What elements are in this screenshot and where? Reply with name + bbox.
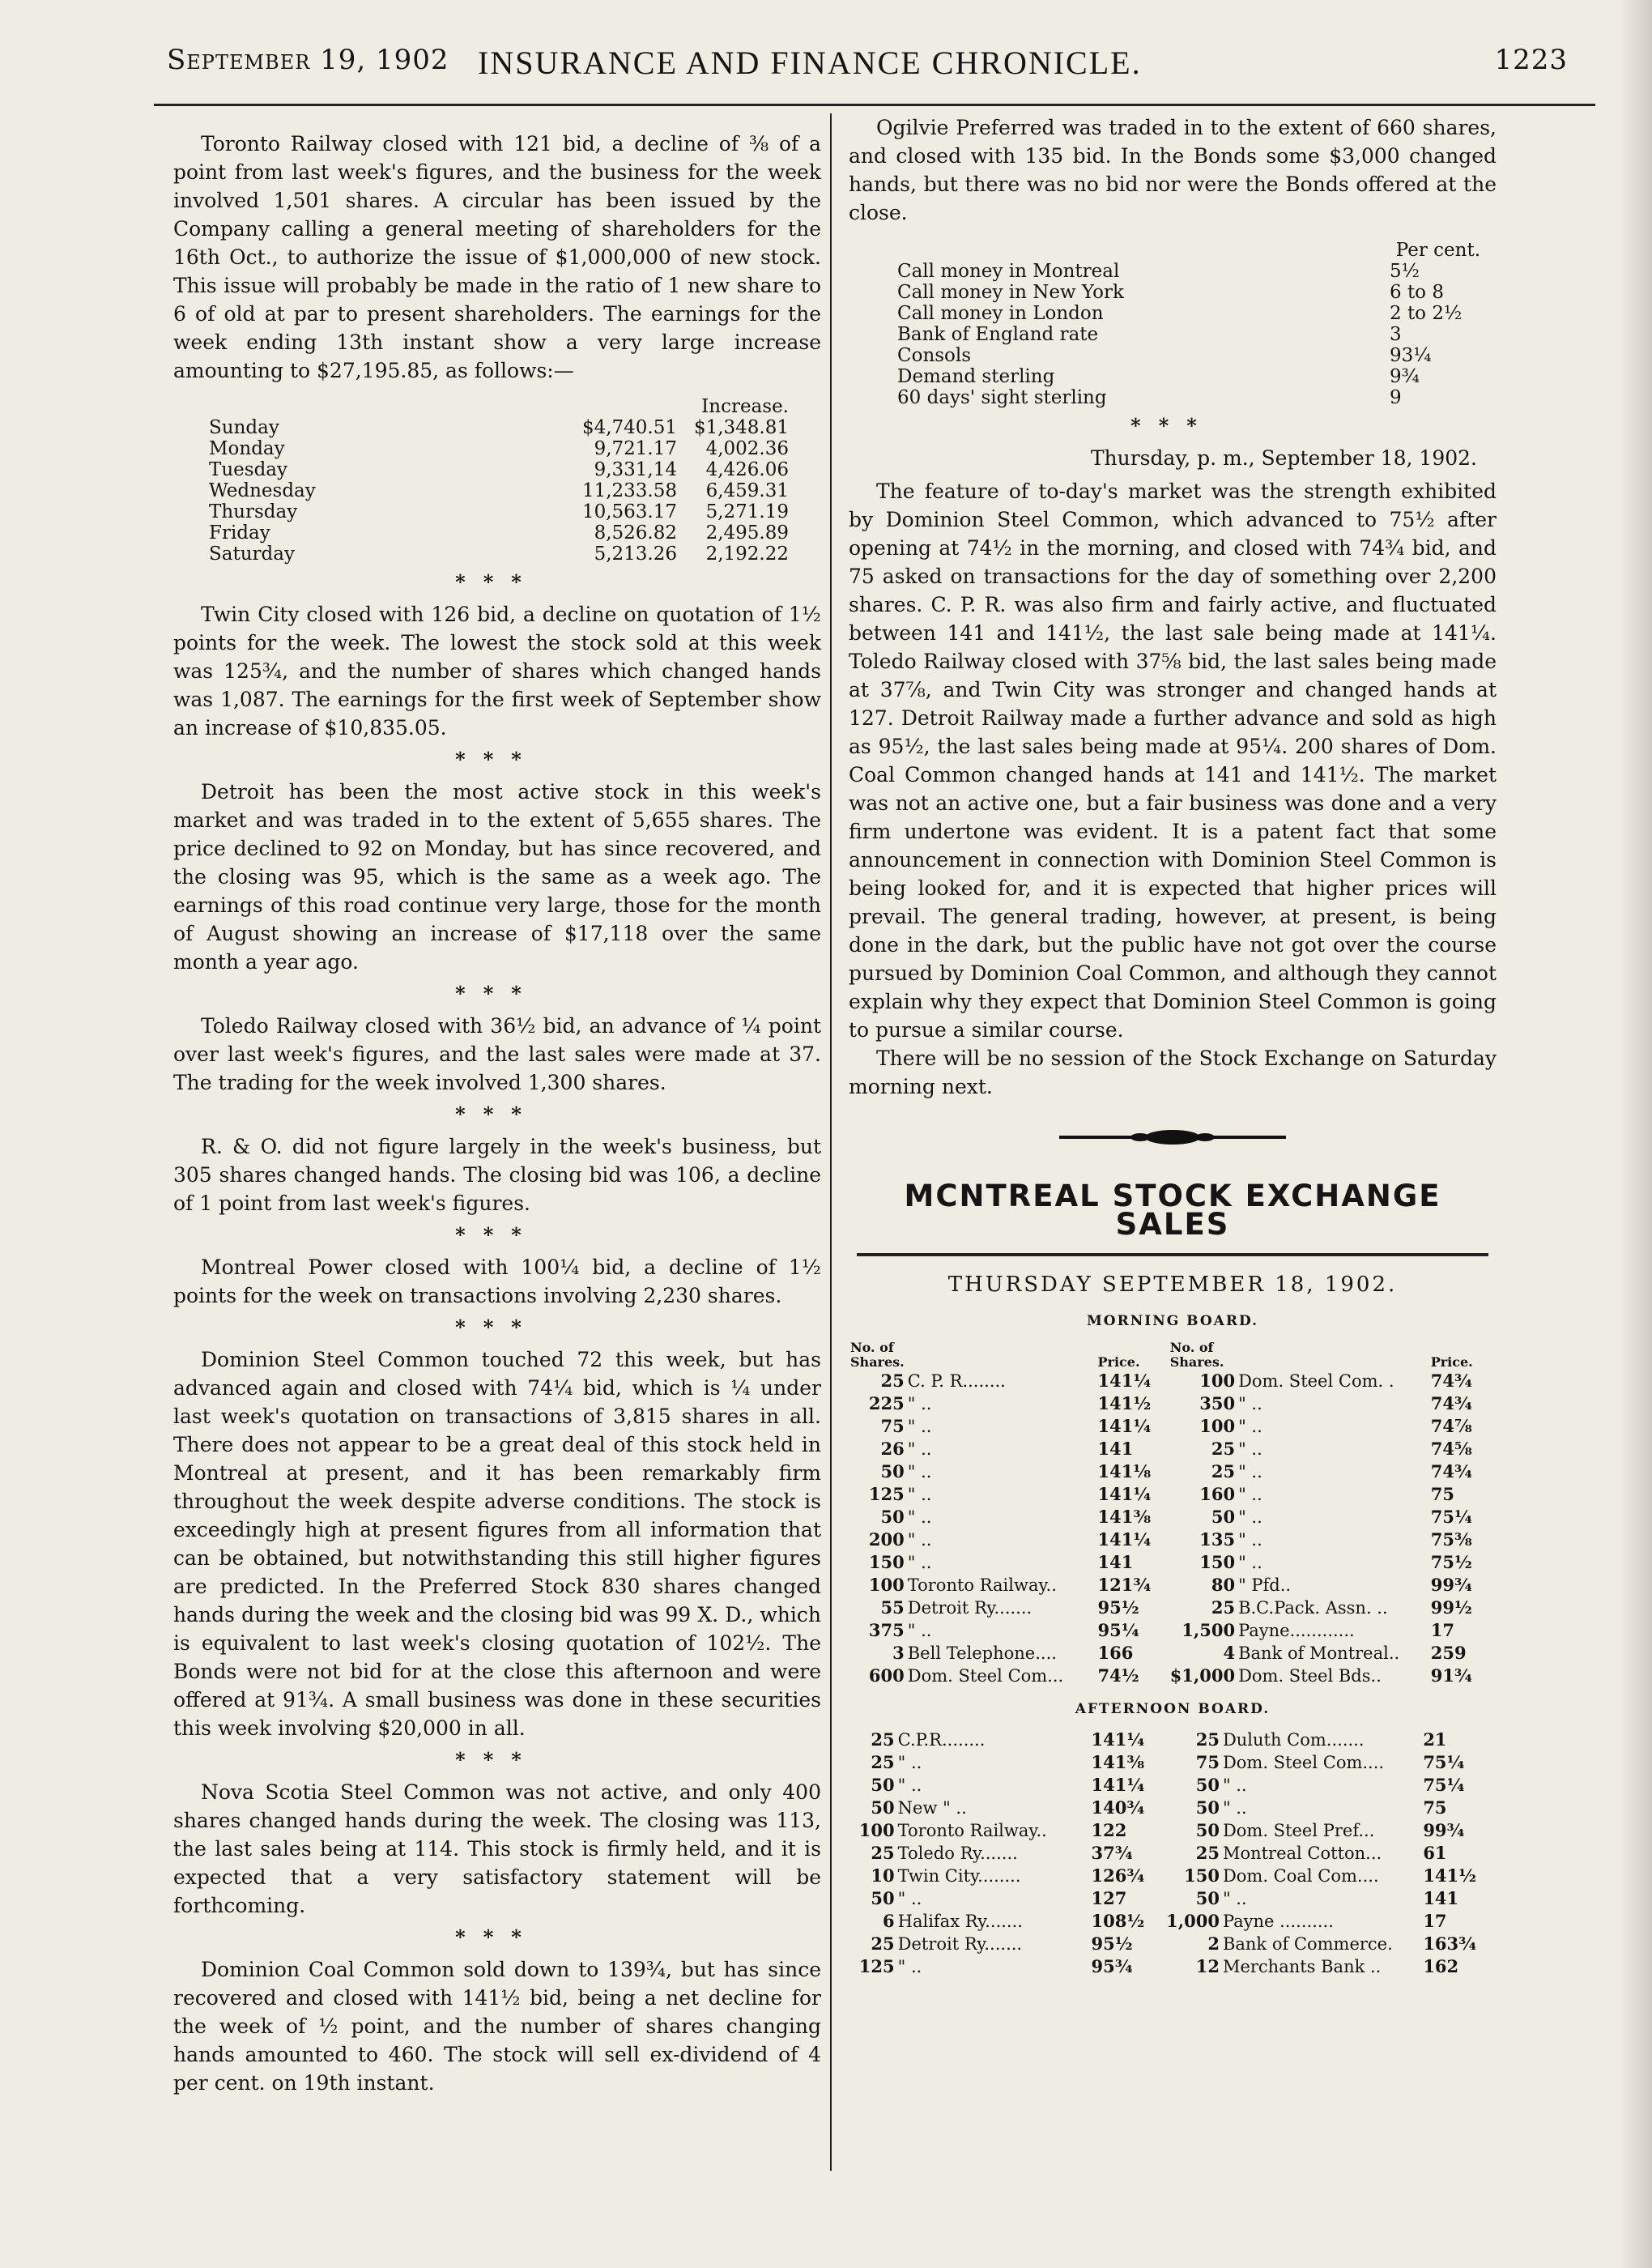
- stock-name: C. P. R........: [907, 1371, 1006, 1391]
- issue-date: September 19, 1902: [167, 44, 449, 76]
- shares-qty: 50: [1195, 1888, 1220, 1908]
- table-row: [849, 1955, 1497, 1978]
- stock-name: Duluth Com.......: [1222, 1730, 1365, 1750]
- table-row: [849, 1642, 1497, 1665]
- shares-qty: 1,000: [1166, 1911, 1220, 1931]
- table-row: [849, 1751, 1497, 1774]
- stock-name: " Pfd..: [1238, 1575, 1292, 1595]
- earnings-day: Saturday: [209, 544, 295, 565]
- shares-qty: 2: [1207, 1933, 1220, 1954]
- shares-column-header: No. of Shares.: [1169, 1340, 1224, 1370]
- header-rule: [154, 104, 1595, 106]
- stock-name: Payne............: [1238, 1621, 1355, 1640]
- stock-price: 141: [1423, 1888, 1459, 1908]
- rate-label: Call money in London: [897, 303, 1104, 324]
- section-separator: ***: [1130, 414, 1215, 437]
- table-row: [849, 1619, 1497, 1642]
- rate-row: [894, 366, 1465, 387]
- shares-qty: 100: [858, 1820, 895, 1840]
- stock-name: " ..: [907, 1394, 932, 1413]
- table-row: [849, 1819, 1497, 1842]
- stock-name: " ..: [907, 1439, 932, 1459]
- afternoon-board-label: AFTERNOON BOARD.: [1075, 1701, 1271, 1717]
- shares-qty: 160: [1199, 1484, 1236, 1504]
- table-row: [849, 1438, 1497, 1460]
- sales-title-rule: [857, 1253, 1488, 1256]
- twin-city-paragraph: Twin City closed with 126 bid, a decline on quotation of 1½ points for the week. The lowest the stock sold at this week was 125¾, and the number of shares which changed hands was 1,087. The earnings for the first week of September show an increase of $10,835.05.: [173, 603, 821, 740]
- stock-price: 95½: [1091, 1933, 1133, 1954]
- stock-price: 121¾: [1097, 1575, 1152, 1595]
- shares-qty: 50: [880, 1507, 905, 1527]
- shares-qty: 50: [871, 1775, 895, 1795]
- table-row: [849, 1392, 1497, 1415]
- stock-name: Bell Telephone....: [907, 1643, 1057, 1663]
- dominion-coal-paragraph: Dominion Coal Common sold down to 139¾, but has since recovered and closed with 141½ bid, being a net decline for the week of ½ point, and the number of shares changing hands amounted to 460. The stock will sell ex-dividend of 4 per cent. on 19th instant.: [173, 1958, 821, 2095]
- earnings-amount: 9,721.17: [594, 438, 677, 459]
- shares-qty: 3: [892, 1643, 905, 1663]
- stock-name: " ..: [907, 1530, 932, 1550]
- stock-price: 141⅜: [1097, 1507, 1152, 1527]
- stock-price: 141¼: [1091, 1775, 1145, 1795]
- shares-qty: 55: [880, 1597, 905, 1618]
- market-feature-paragraph: The feature of to-day's market was the strength exhibited by Dominion Steel Common, which advanced to 75½ after opening at 74½ in the morning, and closed with 74¾ bid, and 75 asked on transactions for the day of something over 2,200 shares. C. P. R. was also firm and fairly active, and fluctuated between 141 and 141½, the last sale being made at 141¼. Toledo Railway closed with 37⅝ bid, the last sales being made at 37⅞, and Twin City was stronger and changed hands at 127. Detroit Railway made a further advance and sold as high as 95½, the last sales being made at 95¼. 200 shares of Dom. Coal Common changed hands at 141 and 141½. The market was not an active one, but a fair business was done and a very firm undertone was evident. It is a patent fact that some announcement in connection with Dominion Steel Common is being looked for, and it is expected that higher prices will prevail. The general trading, however, at present, is being done in the dark, but the public have not got over the course pursued by Dominion Coal Common, and although they cannot explain why they expect that Dominion Steel Common is going to pursue a similar course.: [849, 480, 1497, 1042]
- section-separator: ***: [455, 1925, 539, 1949]
- stock-price: 74¾: [1430, 1371, 1472, 1391]
- earnings-day: Sunday: [209, 417, 279, 438]
- earnings-amount: $4,740.51: [581, 417, 677, 438]
- stock-price: 162: [1423, 1956, 1459, 1976]
- shares-qty: 25: [871, 1729, 895, 1750]
- stock-price: 21: [1423, 1729, 1447, 1750]
- rate-row: [894, 282, 1465, 303]
- shares-qty: 375: [868, 1620, 905, 1640]
- ogilvie-paragraph: Ogilvie Preferred was traded in to the extent of 660 shares, and closed with 135 bid. In the Bonds some $3,000 changed hands, but there was no bid nor were the Bonds offered at the close.: [849, 116, 1497, 224]
- shares-qty: 10: [871, 1865, 895, 1886]
- stock-price: 141: [1097, 1439, 1134, 1459]
- table-row: [849, 1551, 1497, 1574]
- table-row: [849, 1910, 1497, 1933]
- stock-name: " ..: [1238, 1439, 1262, 1459]
- stock-name: " ..: [1238, 1394, 1262, 1413]
- stock-name: Halifax Ry.......: [897, 1912, 1023, 1931]
- section-separator: ***: [455, 748, 539, 771]
- earnings-increase: 4,002.36: [705, 438, 789, 459]
- stock-price: 75¼: [1423, 1775, 1465, 1795]
- earnings-row: [206, 544, 792, 565]
- shares-qty: 26: [880, 1439, 905, 1459]
- earnings-day: Tuesday: [209, 459, 287, 480]
- stock-price: 91¾: [1430, 1665, 1472, 1686]
- shares-qty: 25: [880, 1371, 905, 1391]
- table-row: [849, 1665, 1497, 1687]
- shares-qty: 25: [1211, 1461, 1236, 1481]
- earnings-increase: $1,348.81: [693, 417, 789, 438]
- shares-qty: 50: [871, 1888, 895, 1908]
- page-number: 1223: [1494, 44, 1568, 76]
- stock-name: Detroit Ry.......: [907, 1598, 1032, 1618]
- shares-qty: 25: [1195, 1843, 1220, 1863]
- rate-label: Call money in Montreal: [897, 261, 1120, 282]
- stock-name: Twin City........: [897, 1866, 1021, 1886]
- table-row: [849, 1774, 1497, 1797]
- table-row: [849, 1574, 1497, 1597]
- stock-price: 166: [1097, 1643, 1134, 1663]
- publication-title: INSURANCE AND FINANCE CHRONICLE.: [478, 45, 1142, 81]
- shares-qty: 50: [1211, 1507, 1236, 1527]
- shares-qty: 4: [1223, 1643, 1236, 1663]
- earnings-table: [206, 396, 792, 565]
- stock-name: " ..: [907, 1485, 932, 1504]
- stock-name: Toronto Railway..: [907, 1575, 1057, 1595]
- stock-price: 95½: [1097, 1597, 1139, 1618]
- rate-label: Call money in New York: [897, 282, 1124, 303]
- earnings-day: Wednesday: [209, 480, 316, 501]
- rate-label: Consols: [897, 345, 972, 366]
- stock-price: 74⅞: [1430, 1416, 1472, 1436]
- earnings-amount: 5,213.26: [594, 544, 677, 565]
- stock-name: Dom. Steel Com. .: [1238, 1371, 1394, 1391]
- price-column-header: Price.: [1430, 1354, 1473, 1370]
- shares-qty: 50: [1195, 1797, 1220, 1818]
- stock-name: C.P.R........: [897, 1730, 986, 1750]
- earnings-amount: 10,563.17: [581, 501, 677, 522]
- shares-qty: 135: [1199, 1529, 1236, 1550]
- rate-row: [894, 303, 1465, 324]
- ornament-icon: [1059, 1125, 1286, 1149]
- stock-price: 141½: [1097, 1393, 1152, 1413]
- earnings-increase-header: Increase.: [701, 396, 789, 417]
- shares-qty: 350: [1199, 1393, 1236, 1413]
- stock-price: 17: [1423, 1911, 1447, 1931]
- stock-price: 141¼: [1091, 1729, 1145, 1750]
- stock-price: 74¾: [1430, 1461, 1472, 1481]
- stock-price: 75⅜: [1430, 1529, 1472, 1550]
- stock-name: Dom. Steel Com....: [1222, 1753, 1385, 1772]
- shares-qty: 50: [1195, 1775, 1220, 1795]
- stock-price: 74¾: [1430, 1393, 1472, 1413]
- table-row: [849, 1797, 1497, 1819]
- stock-name: " ..: [907, 1462, 932, 1481]
- dominion-steel-paragraph: Dominion Steel Common touched 72 this week, but has advanced again and closed with 74¼ bid, which is ¼ under last week's quotation on transactions of 3,815 shares in all. There does not appear to be a great deal of this stock held in Montreal at present, and it has been remarkably firm throughout the week despite adverse conditions. The stock is exceedingly high at present figures from all information that can be obtained, but notwithstanding this still higher figures are predicted. In the Preferred Stock 830 shares changed hands during the week and the closing bid was 99 X. D., which is equivalent to last week's closing quotation of 102½. The Bonds were not bid for at the close this afternoon and were offered at 91¾. A small business was done in these securities this week involving $20,000 in all.: [173, 1348, 821, 1740]
- toledo-paragraph: Toledo Railway closed with 36½ bid, an advance of ¼ point over last week's figures, and the last sales were made at 37. The trading for the week involved 1,300 shares.: [173, 1014, 821, 1094]
- page-header: [162, 44, 1571, 92]
- left-column: [173, 130, 821, 2097]
- table-row: [849, 1865, 1497, 1887]
- shares-qty: $1,000: [1169, 1665, 1236, 1686]
- rate-row: [894, 345, 1465, 366]
- rate-value: 93¼: [1390, 345, 1432, 366]
- section-separator: ***: [455, 1102, 539, 1126]
- shares-qty: 100: [868, 1575, 905, 1595]
- stock-price: 127: [1091, 1888, 1127, 1908]
- stock-name: " ..: [907, 1507, 932, 1527]
- earnings-day: Thursday: [209, 501, 298, 522]
- table-row: [849, 1483, 1497, 1506]
- shares-qty: 25: [871, 1933, 895, 1954]
- rate-row: [894, 387, 1465, 408]
- earnings-day: Friday: [209, 522, 270, 544]
- stock-price: 75½: [1430, 1552, 1472, 1572]
- stock-name: Dom. Steel Com...: [907, 1666, 1064, 1686]
- stock-name: " ..: [1238, 1507, 1262, 1527]
- no-session-paragraph: There will be no session of the Stock Exchange on Saturday morning next.: [849, 1047, 1497, 1098]
- afternoon-sales-table: [849, 1729, 1497, 1978]
- table-row: [849, 1370, 1497, 1392]
- sales-header-row: [849, 1341, 1497, 1370]
- table-row: [849, 1528, 1497, 1551]
- table-row: [849, 1842, 1497, 1865]
- stock-price: 163¾: [1423, 1933, 1477, 1954]
- price-column-header: Price.: [1097, 1354, 1140, 1370]
- stock-name: " ..: [1222, 1798, 1247, 1818]
- rates-header: Per cent.: [1395, 240, 1480, 261]
- stock-name: " ..: [1238, 1553, 1262, 1572]
- rate-value: 3: [1390, 324, 1402, 345]
- rate-row: [894, 324, 1465, 345]
- stock-price: 61: [1423, 1843, 1447, 1863]
- column-divider: [830, 113, 832, 2171]
- earnings-increase: 2,495.89: [705, 522, 789, 544]
- earnings-amount: 11,233.58: [581, 480, 677, 501]
- stock-price: 126¾: [1091, 1865, 1145, 1886]
- shares-qty: 25: [871, 1843, 895, 1863]
- shares-qty: 50: [1195, 1820, 1220, 1840]
- ornamental-rule: [849, 1125, 1497, 1157]
- earnings-increase: 6,459.31: [705, 480, 789, 501]
- shares-qty: 75: [1195, 1752, 1220, 1772]
- shares-qty: 25: [1211, 1597, 1236, 1618]
- stock-price: 141⅜: [1091, 1752, 1145, 1772]
- rate-label: Bank of England rate: [897, 324, 1099, 345]
- table-row: [849, 1597, 1497, 1619]
- stock-price: 141¼: [1097, 1484, 1152, 1504]
- stock-name: Merchants Bank ..: [1222, 1957, 1382, 1976]
- rate-value: 9: [1390, 387, 1402, 408]
- stock-price: 122: [1091, 1820, 1127, 1840]
- stock-price: 74⅝: [1430, 1439, 1472, 1459]
- stock-name: " ..: [907, 1417, 932, 1436]
- shares-qty: 50: [871, 1797, 895, 1818]
- stock-price: 141¼: [1097, 1529, 1152, 1550]
- montreal-power-paragraph: Montreal Power closed with 100¼ bid, a decline of 1½ points for the week on transactions involving 2,230 shares.: [173, 1256, 821, 1307]
- stock-name: Toronto Railway..: [897, 1821, 1047, 1840]
- stock-name: " ..: [897, 1753, 922, 1772]
- stock-price: 37¾: [1091, 1843, 1133, 1863]
- detroit-paragraph: Detroit has been the most active stock in this week's market and was traded in to the extent of 5,655 shares. The price declined to 92 on Monday, but has since recovered, and the closing was 95, which is the same as a week ago. The earnings of this road continue very large, those for the month of August showing an increase of $17,118 over the same month a year ago.: [173, 780, 821, 974]
- stock-name: Dom. Coal Com....: [1222, 1866, 1379, 1886]
- sales-section-title: MCNTREAL STOCK EXCHANGE SALES: [904, 1179, 1441, 1242]
- stock-name: Bank of Montreal..: [1238, 1643, 1400, 1663]
- shares-qty: 225: [868, 1393, 905, 1413]
- earnings-increase: 5,271.19: [705, 501, 789, 522]
- stock-price: 99¾: [1430, 1575, 1472, 1595]
- rate-value: 9¾: [1390, 366, 1420, 387]
- stock-name: " ..: [897, 1889, 922, 1908]
- shares-qty: 1,500: [1182, 1620, 1236, 1640]
- stock-price: 99½: [1430, 1597, 1472, 1618]
- earnings-amount: 9,331,14: [594, 459, 677, 480]
- section-separator: ***: [455, 982, 539, 1005]
- stock-price: 95¾: [1091, 1956, 1133, 1976]
- stock-name: " ..: [907, 1553, 932, 1572]
- stock-name: " ..: [1238, 1530, 1262, 1550]
- stock-price: 141½: [1423, 1865, 1477, 1886]
- sales-date: THURSDAY SEPTEMBER 18, 1902.: [947, 1273, 1398, 1297]
- stock-name: Dom. Steel Pref...: [1222, 1821, 1375, 1840]
- shares-qty: 25: [1195, 1729, 1220, 1750]
- earnings-increase: 4,426.06: [705, 459, 789, 480]
- stock-price: 141¼: [1097, 1416, 1152, 1436]
- stock-price: 99¾: [1423, 1820, 1465, 1840]
- shares-qty: 25: [871, 1752, 895, 1772]
- stock-name: " ..: [1238, 1417, 1262, 1436]
- rate-value: 6 to 8: [1390, 282, 1444, 303]
- earnings-day: Monday: [209, 438, 285, 459]
- stock-name: Payne ..........: [1222, 1912, 1334, 1931]
- shares-qty: 75: [880, 1416, 905, 1436]
- rate-row: [894, 261, 1465, 282]
- r-and-o-paragraph: R. & O. did not figure largely in the week's business, but 305 shares changed hands. The closing bid was 106, a decline of 1 point from last week's figures.: [173, 1135, 821, 1215]
- earnings-row: [206, 501, 792, 522]
- stock-price: 141: [1097, 1552, 1134, 1572]
- rate-value: 5½: [1390, 261, 1420, 282]
- table-row: [849, 1460, 1497, 1483]
- earnings-increase: 2,192.22: [705, 544, 789, 565]
- stock-price: 141¼: [1097, 1371, 1152, 1391]
- stock-price: 140¾: [1091, 1797, 1145, 1818]
- stock-name: New " ..: [897, 1798, 967, 1818]
- shares-qty: 125: [868, 1484, 905, 1504]
- table-row: [849, 1415, 1497, 1438]
- morning-board-label: MORNING BOARD.: [1086, 1313, 1259, 1329]
- earnings-row: [206, 438, 792, 459]
- stock-price: 141⅛: [1097, 1461, 1152, 1481]
- stock-name: " ..: [1238, 1462, 1262, 1481]
- shares-qty: 100: [1199, 1416, 1236, 1436]
- morning-sales-table: [849, 1341, 1497, 1687]
- shares-qty: 100: [1199, 1371, 1236, 1391]
- shares-qty: 25: [1211, 1439, 1236, 1459]
- stock-name: Montreal Cotton...: [1222, 1844, 1382, 1863]
- stock-name: Detroit Ry.......: [897, 1934, 1023, 1954]
- shares-qty: 200: [868, 1529, 905, 1550]
- right-column: [849, 113, 1497, 1978]
- shares-qty: 125: [858, 1956, 895, 1976]
- earnings-row: [206, 480, 792, 501]
- stock-price: 95¼: [1097, 1620, 1139, 1640]
- stock-name: " ..: [897, 1957, 922, 1976]
- shares-qty: 150: [1184, 1865, 1220, 1886]
- earnings-row: [206, 522, 792, 544]
- table-row: [849, 1933, 1497, 1955]
- earnings-row: [206, 459, 792, 480]
- rate-label: 60 days' sight sterling: [897, 387, 1107, 408]
- stock-name: Toledo Ry.......: [897, 1844, 1018, 1863]
- stock-price: 75: [1423, 1797, 1447, 1818]
- shares-column-header: No. of Shares.: [850, 1340, 905, 1370]
- stock-price: 75¼: [1423, 1752, 1465, 1772]
- stock-price: 75¼: [1430, 1507, 1472, 1527]
- rate-label: Demand sterling: [897, 366, 1055, 387]
- shares-qty: 6: [883, 1911, 895, 1931]
- stock-name: " ..: [1222, 1889, 1247, 1908]
- earnings-row: [206, 417, 792, 438]
- stock-price: 75: [1430, 1484, 1454, 1504]
- stock-name: B.C.Pack. Assn. ..: [1238, 1598, 1388, 1618]
- table-row: [849, 1887, 1497, 1910]
- stock-name: " ..: [907, 1621, 932, 1640]
- shares-qty: 80: [1211, 1575, 1236, 1595]
- money-rates-table: [894, 261, 1465, 408]
- section-separator: ***: [455, 570, 539, 594]
- shares-qty: 150: [868, 1552, 905, 1572]
- table-row: [849, 1506, 1497, 1528]
- shares-qty: 150: [1199, 1552, 1236, 1572]
- stock-price: 17: [1430, 1620, 1454, 1640]
- section-separator: ***: [455, 1315, 539, 1339]
- shares-qty: 50: [880, 1461, 905, 1481]
- shares-qty: 12: [1195, 1956, 1220, 1976]
- shares-qty: 600: [868, 1665, 905, 1686]
- earnings-amount: 8,526.82: [594, 522, 677, 544]
- section-separator: ***: [455, 1748, 539, 1771]
- table-row: [849, 1729, 1497, 1751]
- stock-name: " ..: [1222, 1776, 1247, 1795]
- stock-name: " ..: [1238, 1485, 1262, 1504]
- stock-price: 108½: [1091, 1911, 1145, 1931]
- section-separator: ***: [455, 1223, 539, 1247]
- nova-scotia-steel-paragraph: Nova Scotia Steel Common was not active, and only 400 shares changed hands during the week. The closing was 113, the last sales being at 114. This stock is firmly held, and it is expected that a very satisfactory statement will be forthcoming.: [173, 1780, 821, 1917]
- stock-name: Bank of Commerce.: [1222, 1934, 1393, 1954]
- toronto-railway-paragraph: Toronto Railway closed with 121 bid, a decline of ⅜ of a point from last week's figures, and the business for the week involved 1,501 shares. A circular has been issued by the Company calling a general meeting of shareholders for the 16th Oct., to authorize the issue of $1,000,000 of new stock. This issue will probably be made in the ratio of 1 new share to 6 of old at par to present shareholders. The earnings for the week ending 13th instant show a very large increase amounting to $27,195.85, as follows:—: [173, 132, 821, 382]
- stock-name: " ..: [897, 1776, 922, 1795]
- rate-value: 2 to 2½: [1390, 303, 1463, 324]
- stock-name: Dom. Steel Bds..: [1238, 1666, 1382, 1686]
- stock-price: 259: [1430, 1643, 1467, 1663]
- dateline: Thursday, p. m., September 18, 1902.: [1090, 446, 1477, 470]
- stock-price: 74½: [1097, 1665, 1139, 1686]
